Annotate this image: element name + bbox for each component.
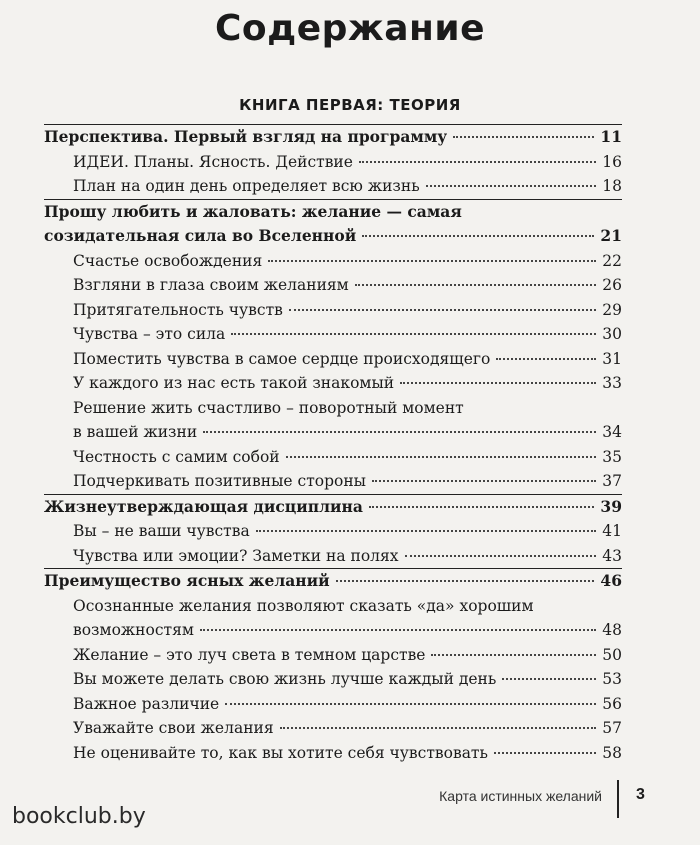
- toc-entry-title: Притягательность чувств: [73, 300, 283, 319]
- toc-entry-page-number: 29: [602, 300, 622, 319]
- toc-entry-title: Вы можете делать свою жизнь лучше каждый день: [73, 670, 497, 688]
- toc-entry-title: ИДЕИ. Планы. Ясность. Действие: [73, 152, 353, 171]
- toc-section-entry: [44, 322, 622, 347]
- toc-section-entry: [44, 174, 622, 199]
- toc-entry-title-line: Осознанные желания позволяют сказать «да» хорошим: [73, 596, 534, 615]
- dot-leader: [369, 505, 595, 508]
- toc-section-entry: [44, 150, 622, 175]
- toc-section-entry: [44, 692, 622, 717]
- toc-entry-page-number: 16: [602, 152, 622, 171]
- toc-section-entry: [44, 347, 622, 372]
- footer-divider: [617, 780, 619, 818]
- toc-section-entry: [44, 445, 622, 470]
- toc-entry-page-number: 48: [602, 621, 622, 639]
- toc-entry-title: Преимущество ясных желаний: [44, 571, 330, 590]
- dot-leader: [405, 554, 597, 557]
- toc-section-entry: [44, 298, 622, 323]
- toc-section-entry: [44, 544, 622, 569]
- toc-entry-page-number: 58: [602, 743, 622, 762]
- dot-leader: [336, 579, 595, 582]
- toc-chapter-entry: [44, 124, 622, 150]
- toc-entry-title: Уважайте свои желания: [73, 719, 274, 737]
- toc-entry-title: Жизнеутверждающая дисциплина: [44, 496, 363, 516]
- toc-section-entry: [44, 273, 622, 298]
- dot-leader: [372, 479, 596, 482]
- dot-leader: [231, 332, 596, 335]
- dot-leader: [400, 381, 596, 384]
- toc-entry-title: У каждого из нас есть такой знакомый: [73, 374, 395, 392]
- toc-section-entry: [44, 519, 622, 544]
- toc-entry-page-number: 11: [600, 127, 622, 146]
- dot-leader: [494, 751, 596, 754]
- toc-entry-page-number: 18: [602, 177, 622, 195]
- toc-entry-title: Чувства – это сила: [73, 325, 226, 343]
- toc-entry-title: Желание – это луч света в темном царстве: [73, 645, 426, 664]
- toc-entry-page-number: 53: [602, 670, 622, 688]
- toc-entry-page-number: 21: [600, 226, 622, 245]
- toc-entry-page-number: 39: [600, 496, 622, 516]
- dot-leader: [268, 259, 596, 262]
- toc-chapter-entry: [44, 568, 622, 594]
- toc-section-entry: [44, 716, 622, 741]
- table-of-contents: [44, 124, 622, 765]
- footer-book-title: Карта истинных желаний: [439, 788, 602, 804]
- dot-leader: [359, 160, 596, 163]
- toc-section-entry: [44, 643, 622, 668]
- dot-leader: [286, 455, 597, 458]
- toc-section-entry: [44, 371, 622, 396]
- toc-entry-page-number: 34: [602, 423, 622, 441]
- page-title: Содержание: [214, 8, 486, 49]
- toc-section-entry: [44, 469, 622, 494]
- toc-entry-page-number: 26: [602, 276, 622, 294]
- toc-entry-page-number: 37: [602, 472, 622, 490]
- dot-leader: [203, 430, 596, 433]
- toc-entry-title: Честность с самим собой: [73, 447, 280, 466]
- toc-section-entry: [44, 594, 622, 643]
- dot-leader: [200, 628, 596, 631]
- dot-leader: [496, 357, 596, 360]
- toc-entry-title: Счастье освобождения: [73, 251, 263, 270]
- toc-chapter-entry: [44, 494, 622, 520]
- toc-entry-page-number: 57: [602, 719, 622, 737]
- toc-entry-page-number: 33: [602, 374, 622, 392]
- dot-leader: [502, 677, 596, 680]
- toc-entry-title: Вы – не ваши чувства: [73, 522, 250, 540]
- dot-leader: [225, 702, 596, 705]
- toc-section-entry: [44, 667, 622, 692]
- dot-leader: [289, 308, 596, 311]
- watermark: bookclub.by: [12, 804, 146, 829]
- toc-entry-page-number: 41: [602, 522, 622, 540]
- toc-chapter-entry: [44, 199, 622, 249]
- toc-entry-page-number: 43: [602, 546, 622, 565]
- dot-leader: [362, 234, 594, 237]
- toc-entry-title: Взгляни в глаза своим желаниям: [73, 276, 349, 294]
- toc-entry-page-number: 56: [602, 694, 622, 713]
- toc-entry-title: Поместить чувства в самое сердце происходящего: [73, 349, 491, 368]
- toc-entry-page-number: 22: [602, 251, 622, 270]
- toc-entry-title-line: Прошу любить и жаловать: желание — самая: [44, 201, 462, 221]
- dot-leader: [426, 184, 597, 187]
- toc-entry-title: созидательная сила во Вселенной: [44, 226, 357, 245]
- dot-leader: [355, 283, 597, 286]
- toc-entry-title: Перспектива. Первый взгляд на программу: [44, 127, 448, 146]
- dot-leader: [256, 529, 597, 532]
- toc-section-entry: [44, 249, 622, 274]
- toc-section-entry: [44, 741, 622, 766]
- toc-entry-title: Чувства или эмоции? Заметки на полях: [73, 546, 399, 565]
- toc-entry-title: Важное различие: [73, 694, 220, 713]
- dot-leader: [453, 135, 594, 138]
- toc-entry-title: в вашей жизни: [73, 423, 198, 441]
- toc-entry-title-line: Решение жить счастливо – поворотный момент: [73, 398, 464, 417]
- toc-entry-page-number: 50: [602, 645, 622, 664]
- toc-entry-page-number: 30: [602, 325, 622, 343]
- toc-section-entry: [44, 396, 622, 445]
- toc-entry-title: Подчеркивать позитивные стороны: [73, 472, 367, 490]
- page-number: 3: [636, 786, 645, 803]
- toc-entry-title: План на один день определяет всю жизнь: [73, 177, 420, 195]
- toc-entry-page-number: 35: [602, 447, 622, 466]
- toc-entry-title: возможностям: [73, 621, 194, 639]
- part-heading: КНИГА ПЕРВАЯ: ТЕОРИЯ: [239, 96, 461, 114]
- toc-entry-page-number: 46: [600, 571, 622, 590]
- dot-leader: [431, 653, 596, 656]
- dot-leader: [280, 726, 597, 729]
- toc-entry-title: Не оценивайте то, как вы хотите себя чувствовать: [73, 743, 488, 762]
- toc-entry-page-number: 31: [602, 349, 622, 368]
